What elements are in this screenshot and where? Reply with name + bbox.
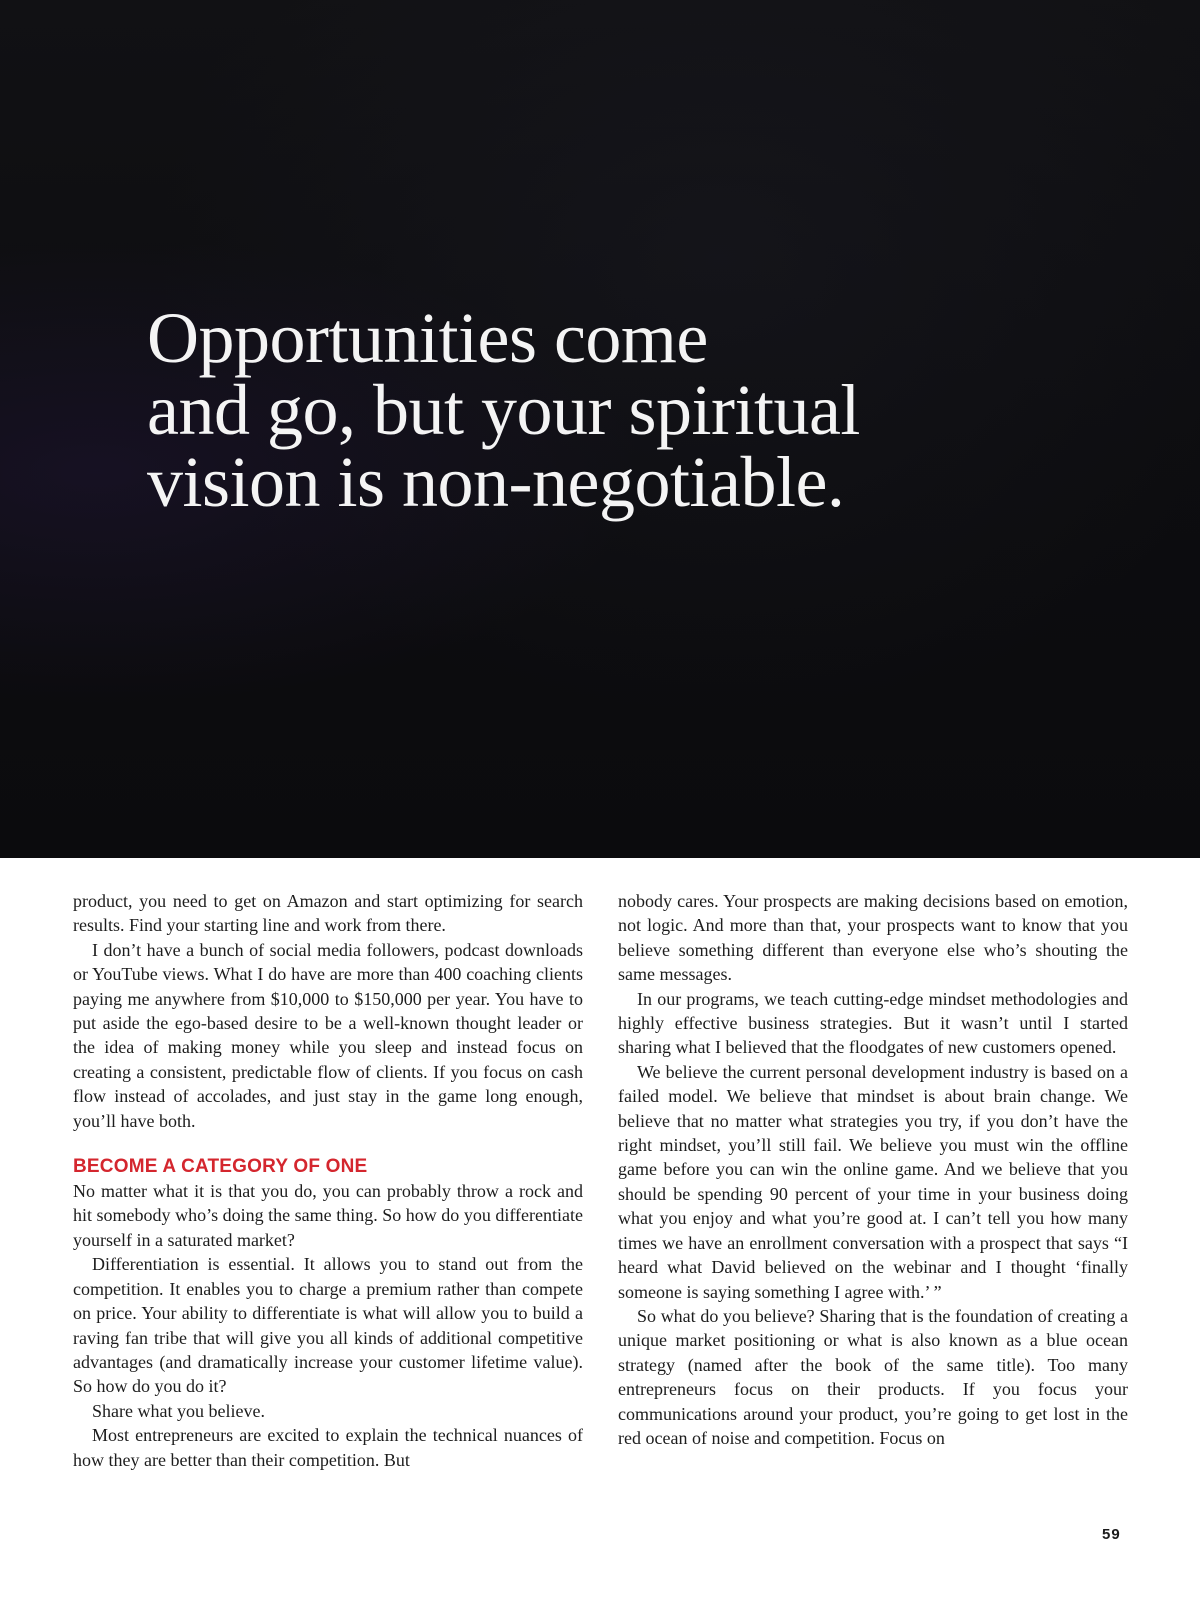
paragraph: Differentiation is essential. It allows you to stand out from the competition. It enables you to charge a premium rather than compete on price. Your ability to differentiate is what will allow you to build a raving fan tribe that will give you all kinds of additional competitive advantages (and dramatically increase your customer lifetime value). So how do you do it? xyxy=(73,1254,583,1397)
paragraph: nobody cares. Your prospects are making decisions based on emotion, not logic. And more than that, your prospects want to know that you believe something different than everyone else who’s shouting the same messages. xyxy=(618,891,1128,985)
paragraph: Most entrepreneurs are excited to explain the technical nuances of how they are better than their competition. But xyxy=(73,1425,583,1470)
paragraph: In our programs, we teach cutting-edge mindset methodologies and highly effective business strategies. But it wasn’t until I started sharing what I believed that the floodgates of new customers opened. xyxy=(618,988,1128,1058)
paragraph: product, you need to get on Amazon and start optimizing for search results. Find your starting line and work from there. xyxy=(73,891,583,936)
article-column-left xyxy=(73,889,583,1472)
paragraph: We believe the current personal development industry is based on a failed model. We believe that mindset is about brain change. We believe that no matter what strategies you try, if you don’t have the right mindset, you’ll still fail. We believe you must win the offline game before you can win the online game. And we believe that you should be spending 90 percent of your time in your business doing what you enjoy and what you’re good at. I can’t tell you how many times we have an enrollment conversation with a prospect that says “I heard what David believed on the webinar and I thought ‘finally someone is saying something I agree with.’ ” xyxy=(618,1061,1128,1302)
page-number: 59 xyxy=(1102,1526,1121,1543)
paragraph: Share what you believe. xyxy=(92,1400,265,1421)
paragraph: No matter what it is that you do, you can probably throw a rock and hit somebody who’s doing the same thing. So how do you differentiate yourself in a saturated market? xyxy=(73,1181,583,1250)
pull-quote: Opportunities come and go, but your spiritual vision is non-negotiable. xyxy=(147,298,860,522)
section-heading: BECOME A CATEGORY OF ONE xyxy=(73,1156,368,1178)
article-column-right xyxy=(618,889,1128,1450)
paragraph: So what do you believe? Sharing that is the foundation of creating a unique market positioning or what is also known as a blue ocean strategy (named after the book of the same title). Too many entrepreneurs focus on their products. If you focus your communications around your product, you’re going to get lost in the red ocean of noise and competition. Focus on xyxy=(618,1305,1128,1448)
paragraph: I don’t have a bunch of social media followers, podcast downloads or YouTube views. What I do have are more than 400 coaching clients paying me anywhere from $10,000 to $150,000 per year. You have to put aside the ego-based desire to be a well-known thought leader or the idea of making money while you sleep and instead focus on creating a consistent, predictable flow of clients. If you focus on cash flow instead of accolades, and just stay in the game long enough, you’ll have both. xyxy=(73,939,583,1131)
